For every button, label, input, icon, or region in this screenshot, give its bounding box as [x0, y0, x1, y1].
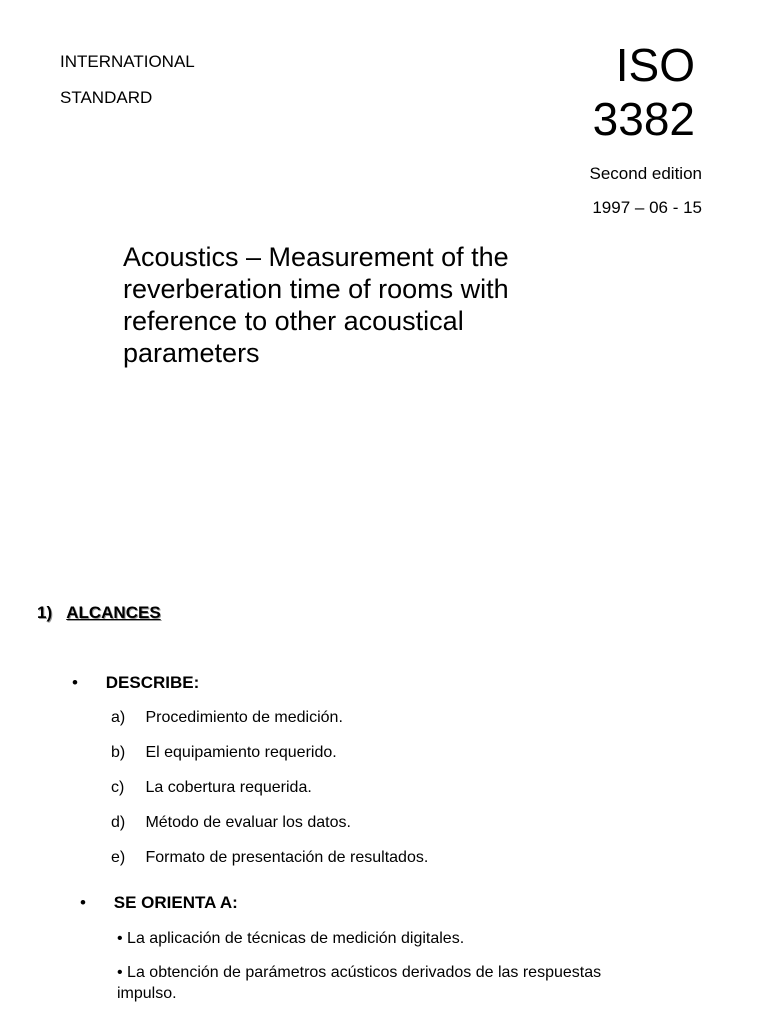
standard-identifier — [593, 38, 695, 146]
list-item — [111, 706, 428, 741]
list-item — [111, 811, 428, 846]
list-item: • La aplicación de técnicas de medición digitales. — [117, 930, 465, 947]
list-marker: b) — [111, 744, 126, 761]
list-marker: a) — [111, 709, 126, 726]
edition-date: 1997 – 06 - 15 — [592, 198, 702, 217]
describe-label: DESCRIBE: — [105, 673, 200, 692]
list-marker: c) — [111, 779, 125, 796]
orienta-heading — [80, 893, 238, 913]
list-marker: e) — [111, 849, 126, 866]
describe-heading — [72, 673, 199, 693]
edition-info — [590, 160, 702, 222]
list-item — [111, 846, 428, 881]
list-item-text: Formato de presentación de resultados. — [145, 849, 429, 866]
orienta-label: SE ORIENTA A: — [113, 893, 238, 912]
list-item-text: La cobertura requerida. — [145, 779, 312, 796]
document-title: Acoustics – Measurement of the reverberation time of rooms with reference to other acoustical parameters — [123, 242, 509, 368]
section-heading-alcances — [37, 603, 161, 623]
list-item — [111, 741, 428, 776]
edition-label: Second edition — [589, 164, 702, 183]
list-marker: d) — [111, 814, 126, 831]
list-item — [111, 776, 428, 811]
list-item-text: Método de evaluar los datos. — [145, 814, 351, 831]
list-item-text: Procedimiento de medición. — [145, 709, 343, 726]
list-item: • La obtención de parámetros acústicos derivados de las respuestas impulso. — [117, 964, 602, 1002]
bullet-icon: • — [72, 673, 78, 692]
describe-list — [111, 706, 428, 881]
iso-number: 3382 — [592, 93, 695, 145]
orienta-list — [117, 928, 637, 1017]
header-line-international: INTERNATIONAL — [60, 52, 195, 71]
section-number: 1) — [37, 603, 53, 622]
list-item-text: El equipamiento requerido. — [145, 744, 337, 761]
section-title: ALCANCES — [66, 603, 161, 622]
header-line-standard: STANDARD — [60, 88, 153, 107]
iso-prefix: ISO — [615, 39, 695, 91]
bullet-icon: • — [80, 893, 86, 912]
document-type-label — [60, 44, 195, 116]
